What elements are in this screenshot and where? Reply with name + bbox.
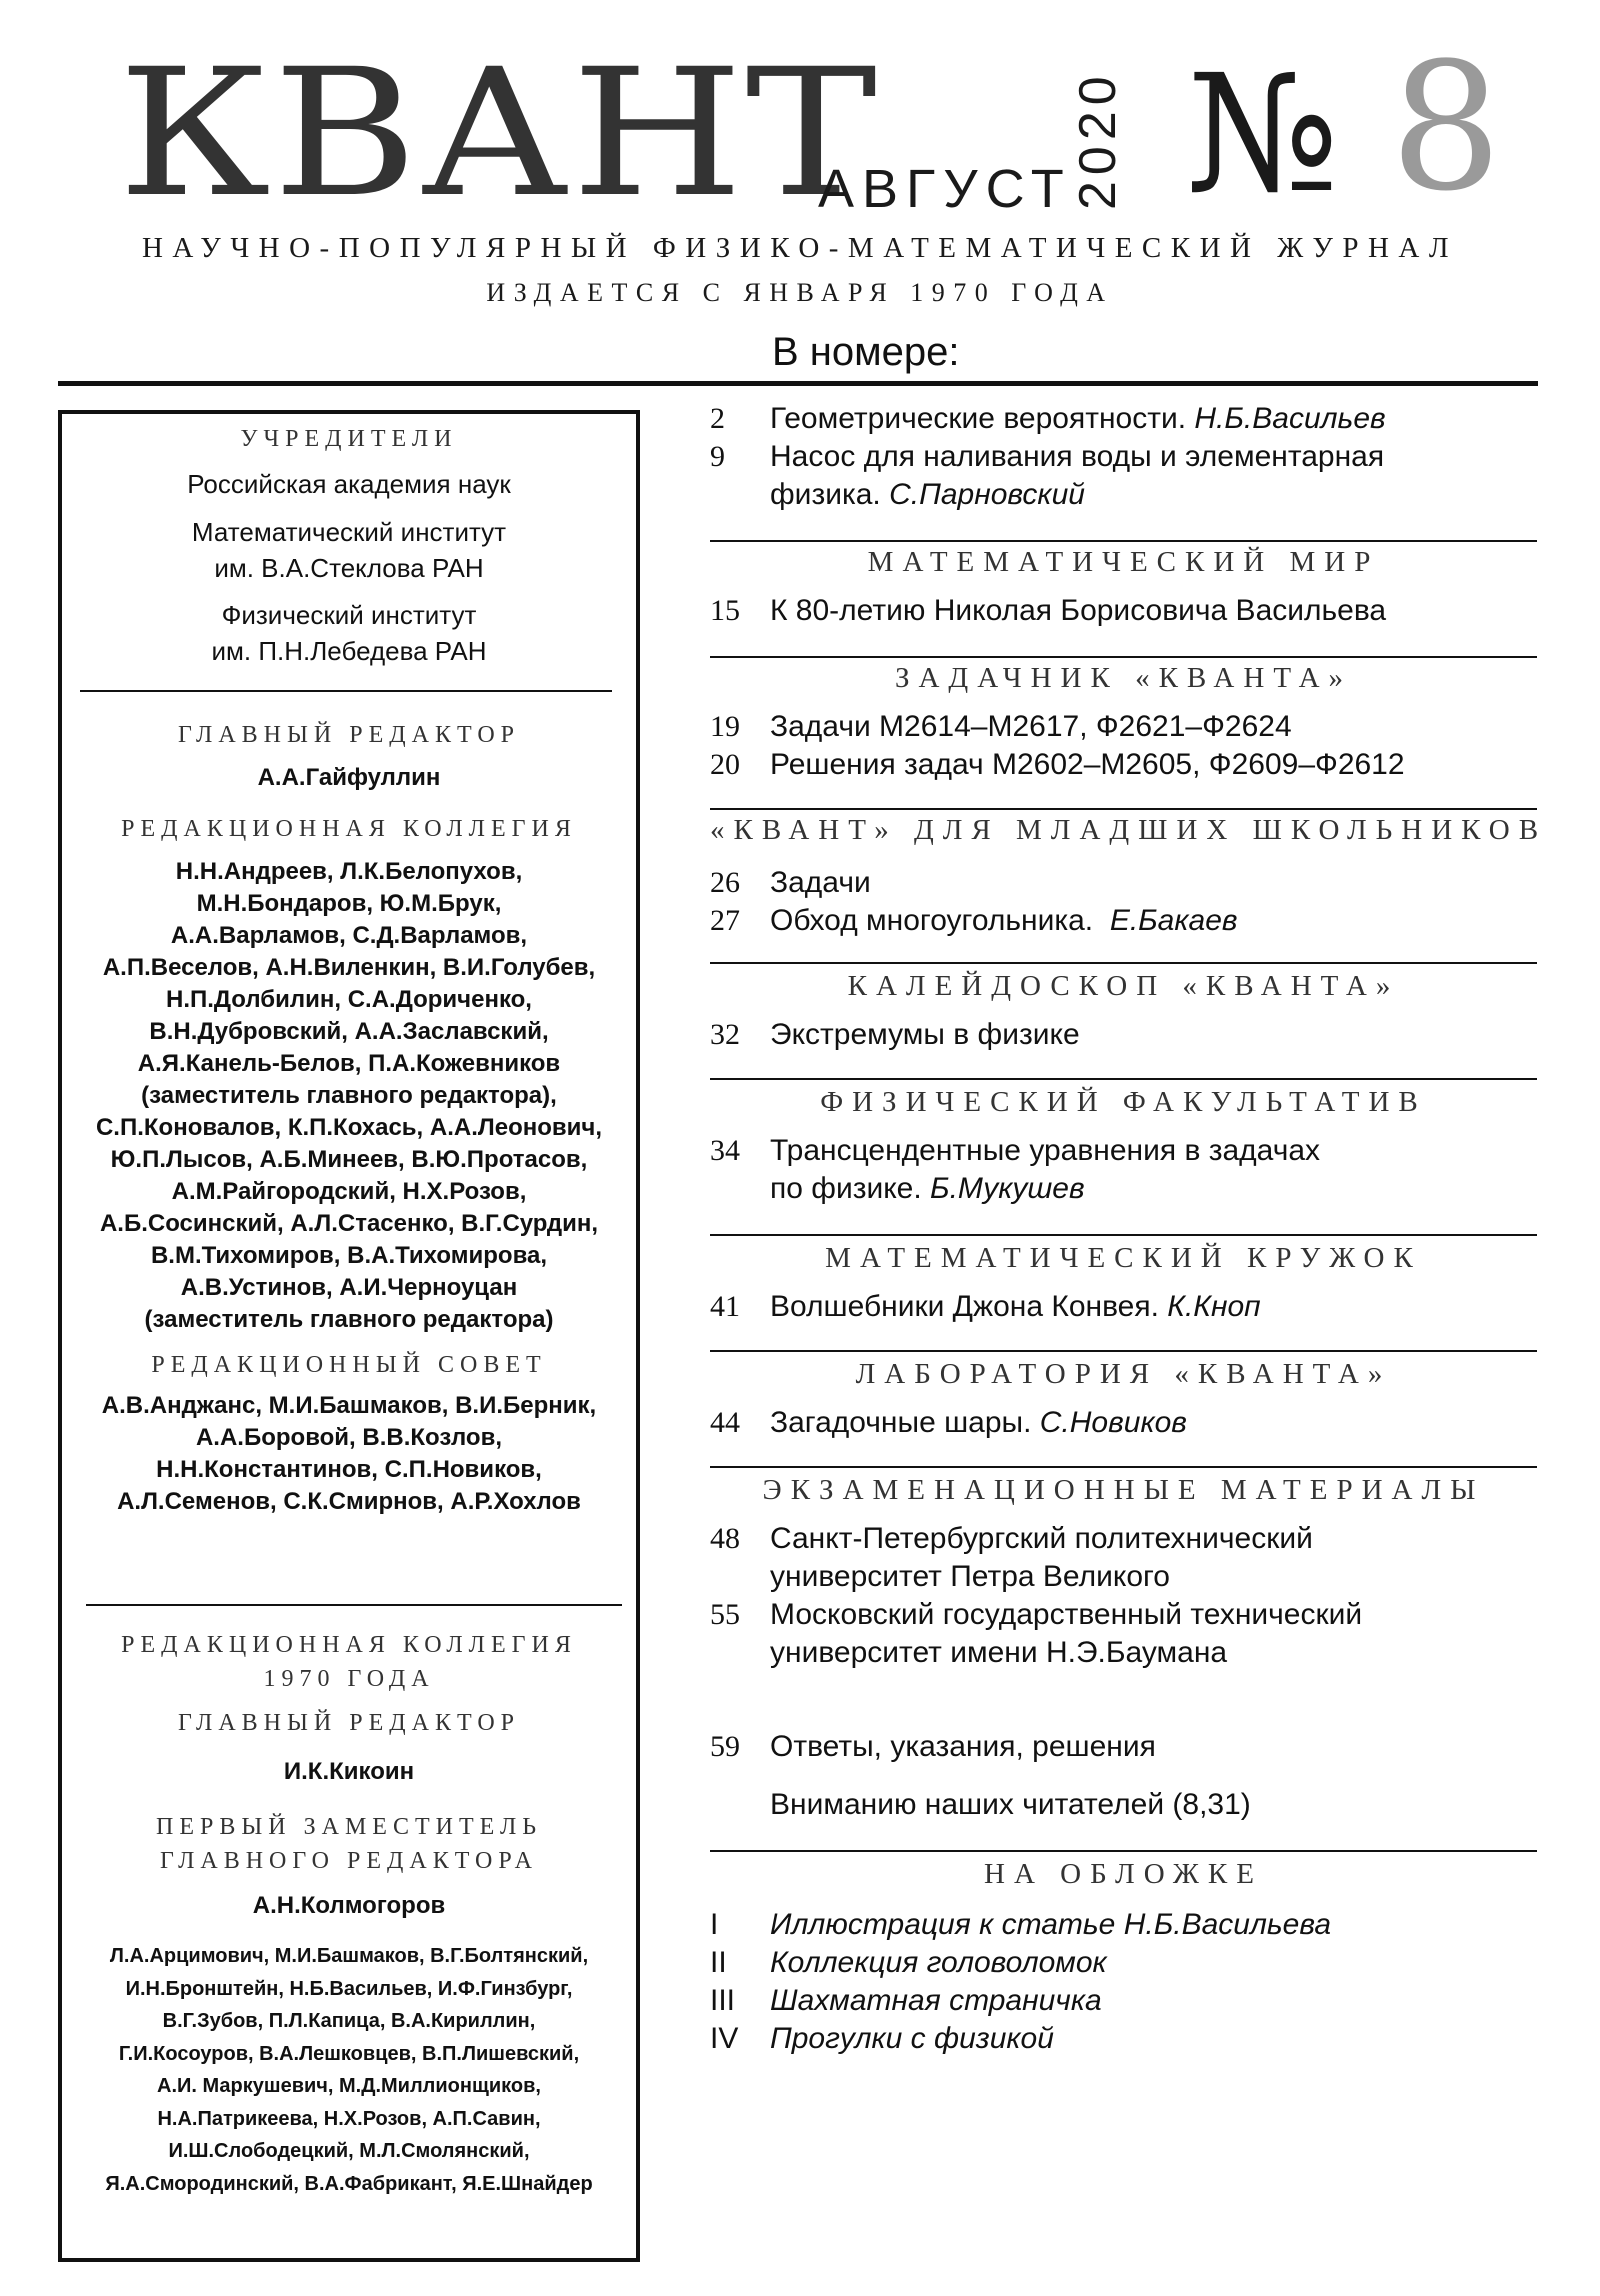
issue-number: 8 [1390, 25, 1502, 230]
founder-ras: Российская академия наук [187, 469, 511, 499]
section-kaleidoscope: КАЛЕЙДОСКОП «КВАНТА» [847, 970, 1400, 1002]
section-exam: ЭКЗАМЕНАЦИОННЫЕ МАТЕРИАЛЫ [762, 1474, 1485, 1506]
toc-notice-text: Вниманию наших читателей (8,31) [770, 1788, 1251, 1821]
founder-steklov-line1: Математический институт [191, 517, 507, 547]
board1970-line: Я.А.Смородинский, В.А.Фабрикант, Я.Е.Шнайдер [105, 2172, 593, 2195]
board-line: (заместитель главного редактора) [144, 1306, 554, 1333]
toc-page: 48 [710, 1522, 740, 1555]
section-lab: ЛАБОРАТОРИЯ «КВАНТА» [855, 1358, 1392, 1390]
toc-page: 9 [710, 440, 725, 473]
toc-title: К 80-летию Николая Борисовича Васильева [770, 594, 1387, 627]
toc-author: Б.Мукушев [930, 1172, 1085, 1205]
board-line: А.М.Райгородский, Н.Х.Розов, [171, 1178, 527, 1205]
issue-month: АВГУСТ [818, 159, 1072, 219]
board1970-line: Г.И.Косоуров, В.А.Лешковцев, В.П.Лишевский, [118, 2042, 580, 2065]
in-issue-heading: В номере: [772, 330, 960, 374]
left-divider [80, 690, 612, 692]
section-physics-elective: ФИЗИЧЕСКИЙ ФАКУЛЬТАТИВ [820, 1086, 1427, 1118]
board-caption: РЕДАКЦИОННАЯ КОЛЛЕГИЯ [121, 816, 577, 842]
board1970-caption-line2: 1970 ГОДА [263, 1666, 435, 1692]
chief1970: И.К.Кикоин [283, 1758, 415, 1785]
toc-title-cont: университет Петра Великого [770, 1560, 1170, 1593]
toc-title-cont: университет имени Н.Э.Баумана [770, 1636, 1228, 1669]
section-divider [710, 1078, 1537, 1080]
founder-lebedev-line1: Физический институт [221, 600, 477, 630]
board-line: М.Н.Бондаров, Ю.М.Брук, [196, 890, 502, 917]
board-line: Н.Н.Андреев, Л.К.Белопухов, [175, 858, 523, 885]
deputy-caption-line1: ПЕРВЫЙ ЗАМЕСТИТЕЛЬ [155, 1814, 543, 1840]
toc-page: 15 [710, 594, 740, 627]
section-divider [710, 962, 1537, 964]
chief1970-caption: ГЛАВНЫЙ РЕДАКТОР [177, 1710, 521, 1736]
toc-title: Трансцендентные уравнения в задачах [770, 1134, 1321, 1167]
section-math-circle: МАТЕМАТИЧЕСКИЙ КРУЖОК [825, 1242, 1422, 1274]
board-line: С.П.Коновалов, К.П.Кохась, А.А.Леонович, [95, 1114, 603, 1141]
toc-author: Е.Бакаев [1109, 904, 1238, 937]
toc-title: Санкт-Петербургский политехнический [770, 1522, 1313, 1555]
toc-title: Ответы, указания, решения [770, 1730, 1156, 1763]
toc-author: Н.Б.Васильев [1194, 402, 1386, 435]
founder-steklov-line2: им. В.А.Стеклова РАН [214, 553, 484, 583]
section-problems: ЗАДАЧНИК «КВАНТА» [894, 662, 1353, 694]
toc-title-cont: физика. [770, 478, 881, 511]
toc-title: Задачи [770, 866, 871, 899]
board-line: А.А.Варламов, С.Д.Варламов, [170, 922, 528, 949]
toc-title: Экстремумы в физике [770, 1018, 1080, 1051]
toc-title: Геометрические вероятности. [770, 402, 1187, 435]
section-divider [710, 1466, 1537, 1468]
section-divider [710, 540, 1537, 542]
board-line: Ю.П.Лысов, А.Б.Минеев, В.Ю.Протасов, [110, 1146, 588, 1173]
board-line: В.М.Тихомиров, В.А.Тихомирова, [150, 1242, 548, 1269]
toc-page: 44 [710, 1406, 740, 1439]
cover-num: II [710, 1946, 727, 1979]
board1970-line: И.Н.Бронштейн, Н.Б.Васильев, И.Ф.Гинзбург, [125, 1977, 573, 2000]
chief-editor-caption: ГЛАВНЫЙ РЕДАКТОР [177, 722, 521, 748]
toc-author: К.Кноп [1167, 1290, 1261, 1323]
toc-author: С.Парновский [889, 478, 1085, 511]
board1970-line: Л.А.Арцимович, М.И.Башмаков, В.Г.Болтянский, [109, 1945, 589, 1967]
deputy: А.Н.Колмогоров [252, 1892, 446, 1919]
toc-page: 32 [710, 1018, 740, 1051]
chief-editor: А.А.Гайфуллин [257, 764, 441, 791]
section-math-world: МАТЕМАТИЧЕСКИЙ МИР [867, 546, 1380, 578]
founders-caption: УЧРЕДИТЕЛИ [240, 426, 458, 452]
board-list [62, 856, 636, 1336]
board-line: В.Н.Дубровский, А.А.Заславский, [149, 1018, 549, 1045]
council-line: А.А.Боровой, В.В.Козлов, [195, 1424, 503, 1451]
cover-title: Прогулки с физикой [770, 2022, 1054, 2055]
toc-title: Решения задач М2602–М2605, Ф2609–Ф2612 [770, 748, 1405, 781]
magazine-title: КВАНТ [118, 31, 880, 236]
toc-page: 20 [710, 748, 740, 781]
published-since: ИЗДАЕТСЯ С ЯНВАРЯ 1970 ГОДА [486, 278, 1114, 307]
council-caption: РЕДАКЦИОННЫЙ СОВЕТ [151, 1352, 547, 1378]
board1970-line: А.И. Маркушевич, М.Д.Миллионщиков, [157, 2075, 541, 2097]
toc-page: 55 [710, 1598, 740, 1631]
toc-title: Московский государственный технический [770, 1598, 1363, 1631]
section-divider [710, 1234, 1537, 1236]
toc-page: 41 [710, 1290, 740, 1323]
toc-title: Насос для наливания воды и элементарная [770, 440, 1385, 473]
cover-num: I [710, 1908, 719, 1941]
issue-year: 2020 [1069, 70, 1127, 210]
section-junior: «КВАНТ» ДЛЯ МЛАДШИХ ШКОЛЬНИКОВ [710, 814, 1548, 846]
toc-page: 59 [710, 1730, 740, 1763]
board1970-line: В.Г.Зубов, П.Л.Капица, В.А.Кириллин, [162, 2010, 536, 2032]
board-line: А.П.Веселов, А.Н.Виленкин, В.И.Голубев, [102, 954, 596, 981]
council-line: А.В.Анджанс, М.И.Башмаков, В.И.Берник, [101, 1392, 597, 1419]
cover-num: III [710, 1984, 736, 2017]
toc-page: 2 [710, 402, 725, 435]
toc-title: Волшебники Джона Конвея. [770, 1290, 1159, 1323]
section-divider [710, 1350, 1537, 1352]
founder-lebedev-line2: им. П.Н.Лебедева РАН [211, 636, 487, 666]
toc-page: 26 [710, 866, 740, 899]
cover-title: Иллюстрация к статье Н.Б.Васильева [770, 1908, 1332, 1941]
section-divider [710, 1850, 1537, 1852]
council-line: Н.Н.Константинов, С.П.Новиков, [156, 1456, 542, 1483]
board-line: А.Я.Канель-Белов, П.А.Кожевников [137, 1050, 561, 1077]
board-line: Н.П.Долбилин, С.А.Дориченко, [166, 986, 532, 1013]
board1970-caption-line1: РЕДАКЦИОННАЯ КОЛЛЕГИЯ [121, 1632, 577, 1658]
board1970-line: Н.А.Патрикеева, Н.Х.Розов, А.П.Савин, [157, 2107, 541, 2130]
magazine-subtitle: НАУЧНО-ПОПУЛЯРНЫЙ ФИЗИКО-МАТЕМАТИЧЕСКИЙ ЖУРНАЛ [141, 232, 1459, 264]
council-list [62, 1390, 636, 1518]
toc-title: Обход многоугольника. [770, 904, 1094, 937]
board-line: А.Б.Сосинский, А.Л.Стасенко, В.Г.Сурдин, [99, 1210, 599, 1237]
toc-title: Загадочные шары. [770, 1406, 1032, 1439]
toc-title-cont: по физике. [770, 1172, 922, 1205]
board-line: (заместитель главного редактора), [141, 1082, 557, 1109]
toc-title: Задачи М2614–М2617, Ф2621–Ф2624 [770, 710, 1292, 743]
cover-title: Шахматная страничка [770, 1984, 1102, 2017]
section-cover: НА ОБЛОЖКЕ [984, 1858, 1263, 1890]
council-line: А.Л.Семенов, С.К.Смирнов, А.Р.Хохлов [117, 1488, 581, 1515]
toc-author: С.Новиков [1039, 1406, 1187, 1439]
cover-num: IV [710, 2022, 739, 2055]
section-divider [710, 808, 1537, 810]
number-sign: № [1186, 41, 1340, 229]
toc-page: 19 [710, 710, 740, 743]
board-line: А.В.Устинов, А.И.Черноуцан [180, 1274, 518, 1301]
section-divider [710, 656, 1537, 658]
cover-title: Коллекция головоломок [770, 1946, 1107, 1979]
deputy-caption-line2: ГЛАВНОГО РЕДАКТОРА [160, 1848, 538, 1874]
left-divider-1970 [86, 1604, 622, 1606]
board1970-line: И.Ш.Слободецкий, М.Л.Смолянский, [168, 2140, 530, 2162]
toc-page: 27 [710, 904, 740, 937]
header-divider [58, 381, 1538, 386]
board1970-list [62, 1940, 636, 2200]
toc-page: 34 [710, 1134, 740, 1167]
